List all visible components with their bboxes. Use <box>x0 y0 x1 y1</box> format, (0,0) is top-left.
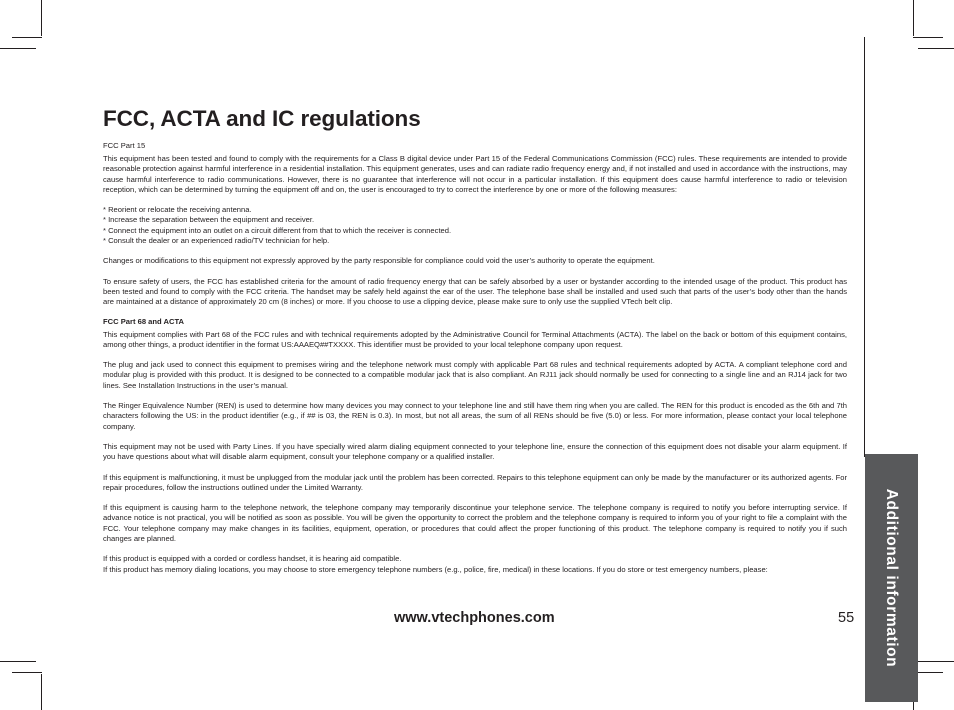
body-paragraph: * Reorient or relocate the receiving antenna. <box>103 205 252 215</box>
body-paragraph: To ensure safety of users, the FCC has established criteria for the amount of radio frequency energy that can be safely absorbed by a user or bystander according to the intended usage of the product. This product has been tested and found to comply with the FCC criteria. The handset may be safely held against the ear of the user. The telephone base shall be installed and used such that parts of the user’s body other than the hands are maintained at a distance of approximately 20 cm (8 inches) or more. If you choose to use a clipping device, please make sure to only use the supplied VTech belt clip. <box>103 276 847 307</box>
page-title: FCC, ACTA and IC regulations <box>103 106 421 131</box>
body-paragraph: If this equipment is malfunctioning, it must be unplugged from the modular jack until the problem has been corrected. Repairs to this telephone equipment can only be made by the manufacturer or its authorized agents. For repair procedures, follow the instructions outlined under the Limited Warranty. <box>103 472 847 492</box>
body-paragraph: * Connect the equipment into an outlet on a circuit different from that to which the receiver is connected. <box>103 225 452 235</box>
paragraph-gap <box>103 432 847 442</box>
body-paragraph: If this product is equipped with a corded or cordless handset, it is hearing aid compatible. <box>103 554 402 564</box>
crop-mark <box>41 674 42 710</box>
body-paragraph: * Increase the separation between the equipment and receiver. <box>103 215 315 225</box>
page-content <box>103 105 847 575</box>
crop-mark <box>918 661 954 662</box>
body-paragraph: This equipment has been tested and found to comply with the requirements for a Class B digital device under Part 15 of the Federal Communications Commission (FCC) rules. These requirements are intended to provide reasonable protection against harmful interference in a residential installation. This equipment generates, uses and can radiate radio frequency energy and, if not installed and used in accordance with the instructions, may cause harmful interference to radio communications. However, there is no guarantee that interference will not occur in a particular installation. If this equipment does cause harmful interference to radio or television reception, which can be determined by turning the equipment off and on, the user is encouraged to try to correct the interference by one or more of the following measures: <box>103 154 847 194</box>
crop-mark <box>0 48 36 49</box>
paragraph-gap <box>103 195 847 205</box>
page-number: 55 <box>838 610 855 626</box>
paragraph-gap <box>103 391 847 401</box>
paragraph-gap <box>103 246 847 256</box>
body-paragraph: Changes or modifications to this equipment not expressly approved by the party responsible for compliance could void the user’s authority to operate the equipment. <box>103 256 655 266</box>
body-paragraph: This equipment complies with Part 68 of the FCC rules and with technical requirements adopted by the Administrative Council for Terminal Attachments (ACTA). The label on the back or bottom of this equipment contains, among other things, a product identifier in the format US:AAAEQ##TXXXX. This identifier must be provided to your local telephone company upon request. <box>103 329 847 349</box>
body-paragraph: The plug and jack used to connect this equipment to premises wiring and the telephone network must comply with applicable Part 68 rules and technical requirements adopted by ACTA. A compliant telephone cord and modular plug is provided with this product. It is designed to be connected to a compatible modular jack that is also compliant. An RJ11 jack should normally be used for connecting to a single line and an RJ14 jack for two lines. See Installation Instructions in the user’s manual. <box>103 360 847 390</box>
crop-mark <box>913 0 914 36</box>
crop-mark <box>918 48 954 49</box>
margin-rule <box>864 37 865 457</box>
paragraph-gap <box>103 267 847 277</box>
body-paragraph: If this product has memory dialing locations, you may choose to store emergency telephone numbers (e.g., police, fire, medical) in these locations. If you do store or test emergency numbers, please: <box>103 564 768 574</box>
crop-mark <box>41 0 42 36</box>
crop-mark <box>913 37 943 38</box>
side-tab <box>865 454 918 702</box>
crop-mark <box>12 672 42 673</box>
body-paragraph: This equipment may not be used with Party Lines. If you have specially wired alarm dialing equipment connected to your telephone line, ensure the connection of this equipment does not disable your alarm equipment. If you have questions about what will disable alarm equipment, consult your telephone company or a qualified installer. <box>103 441 847 462</box>
paragraph-gap <box>103 493 847 503</box>
crop-mark <box>0 661 36 662</box>
paragraph-gap <box>103 463 847 473</box>
body-paragraph: The Ringer Equivalence Number (REN) is used to determine how many devices you may connect to your telephone line and still have them ring when you are called. The REN for this product is encoded as the 6th and 7th characters following the US: in the product identifier (e.g., if ## is 03, the REN is 0.3). In most, but not all areas, the sum of all RENs should be five (5.0) or less. For more information, please contact your local telephone company. <box>103 401 847 431</box>
crop-mark <box>12 37 42 38</box>
paragraph-gap <box>103 350 847 360</box>
section-heading: FCC Part 15 <box>103 141 146 150</box>
side-tab-label: Additional information <box>883 488 901 668</box>
paragraph-gap <box>103 544 847 554</box>
body-paragraph: If this equipment is causing harm to the telephone network, the telephone company may temporarily discontinue your telephone service. The telephone company is required to notify you before interrupting service. If advance notice is not practical, you will be notified as soon as possible. You will be given the opportunity to correct the problem and the telephone company is required to inform you of your right to file a complaint with the FCC. Your telephone company may make changes in its facilities, equipment, operation, or procedures that could affect the proper functioning of this product. The telephone company is required to notify you if such changes are planned. <box>103 503 847 544</box>
sections-container <box>103 141 847 575</box>
section-heading: FCC Part 68 and ACTA <box>103 316 185 326</box>
footer-url: www.vtechphones.com <box>394 610 555 626</box>
body-paragraph: * Consult the dealer or an experienced radio/TV technician for help. <box>103 236 330 246</box>
